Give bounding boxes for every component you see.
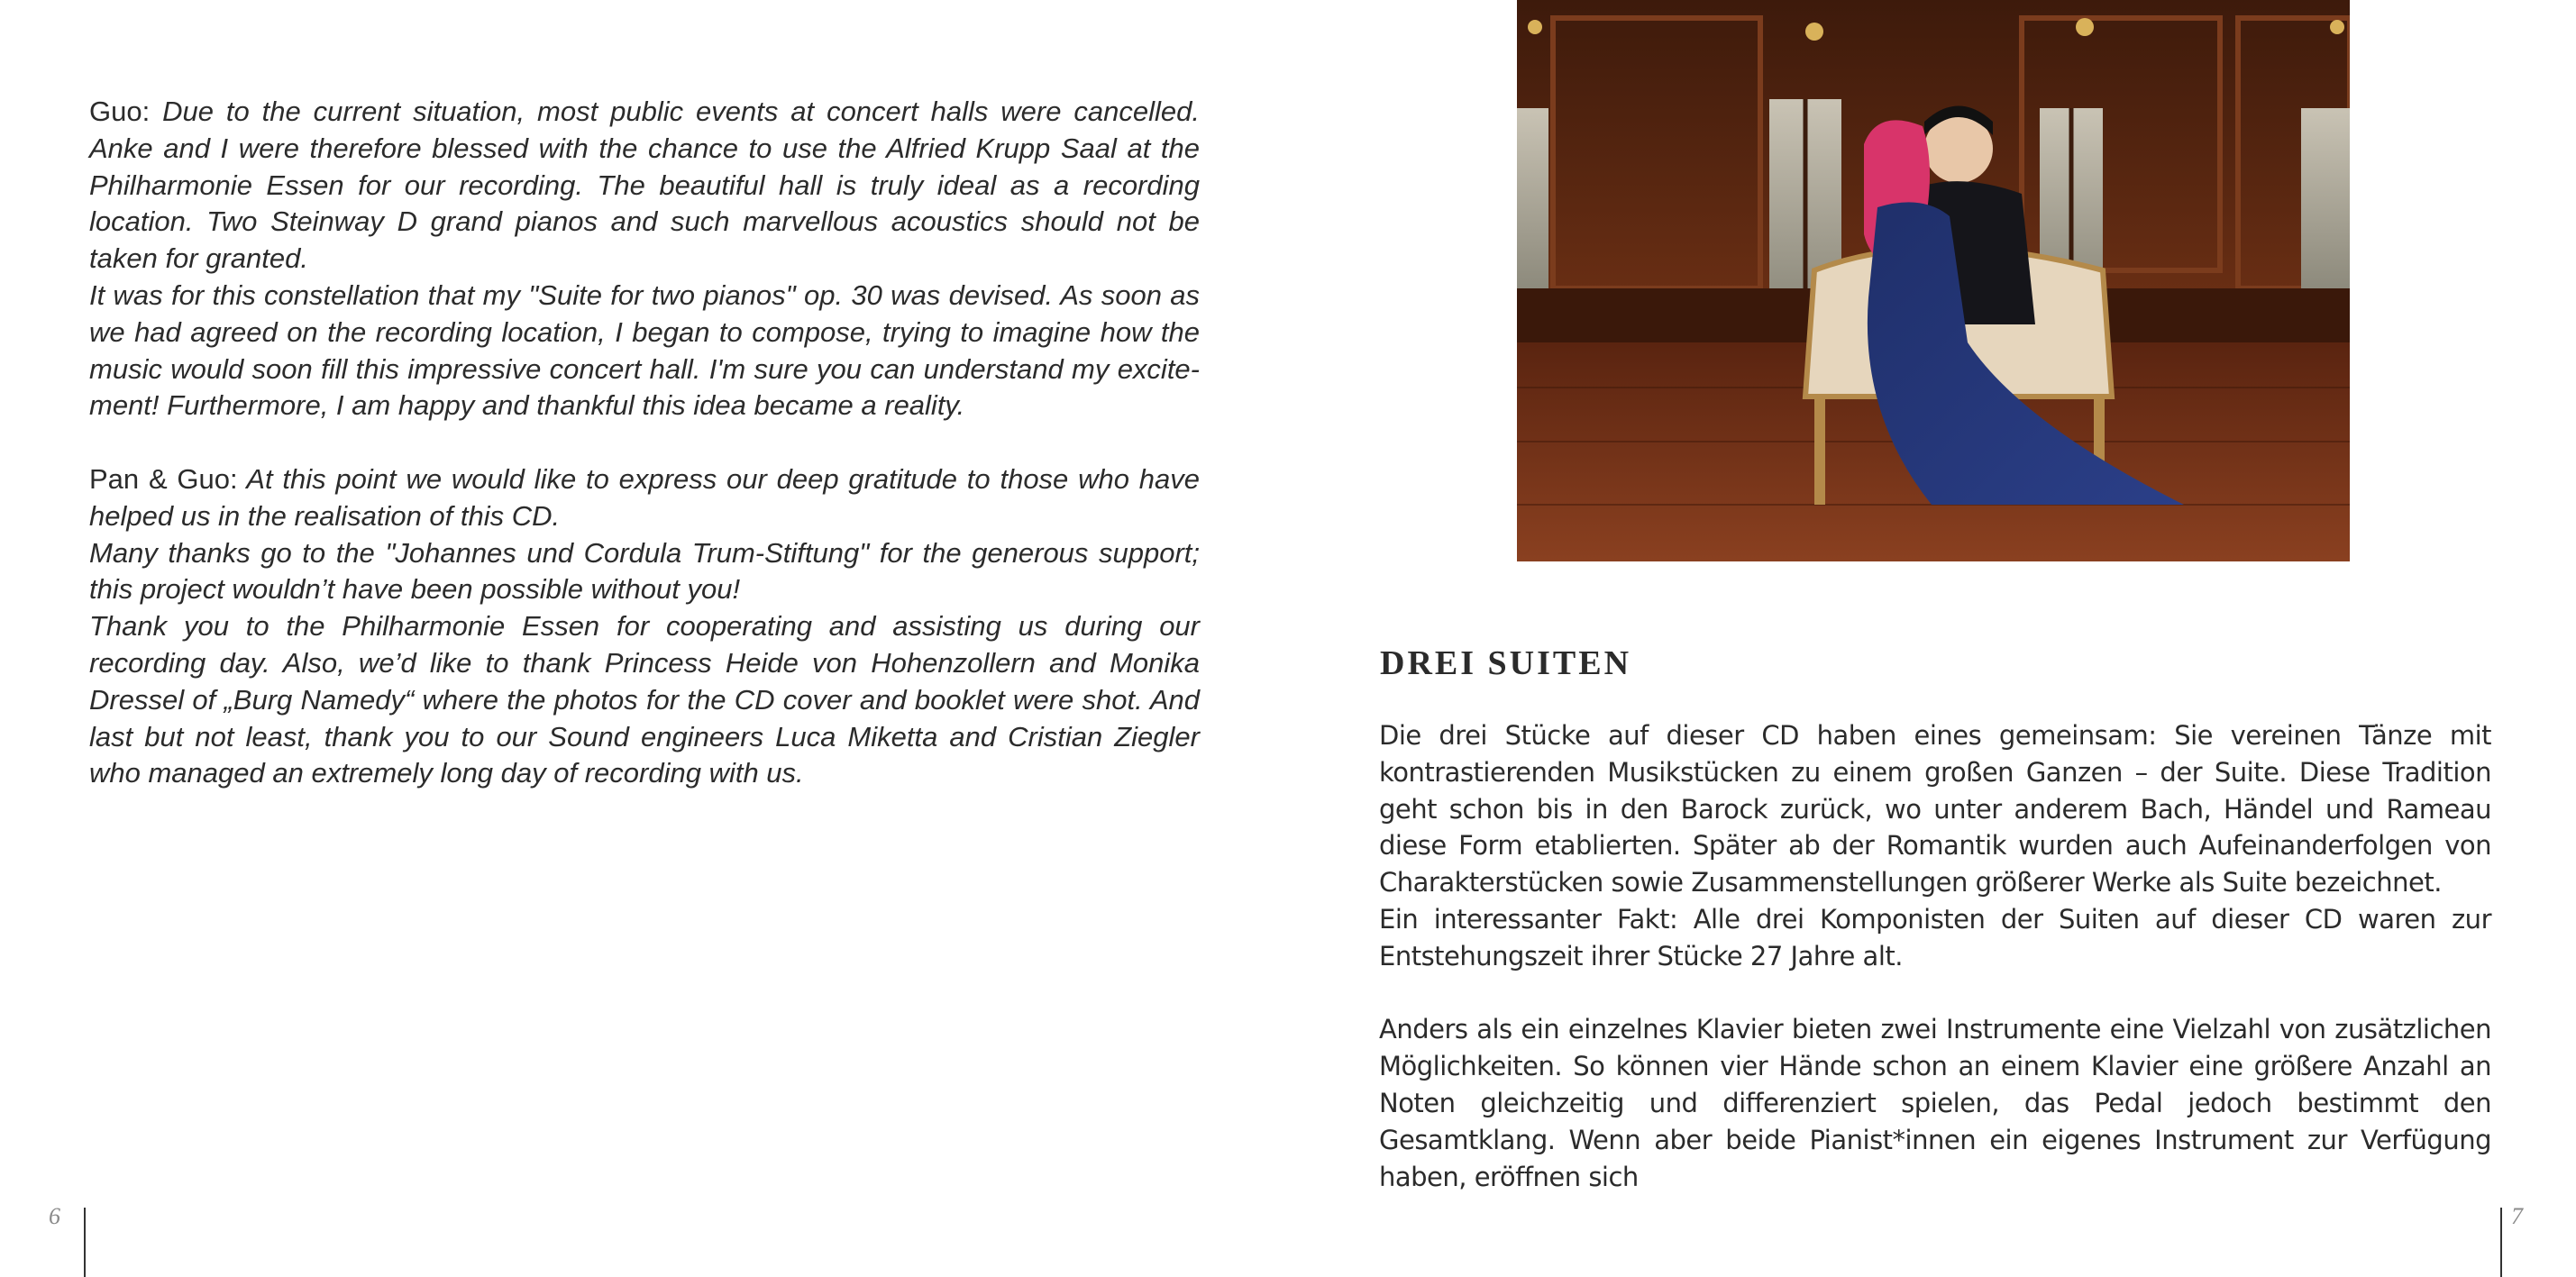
paragraph-two-pianos: Anders als ein einzelnes Klavier bieten zwei Instrumente eine Vielzahl von zusätzlichen Möglichkeiten. So können vier Hände schon an einem Klavier eine größere Anzahl an Noten gleichzeitig und differenziert spielen, das Pedal jedoch bestimmt den Gesamtklang. Wenn aber beide Pianist*innen ein eigenes Instrument zur Verfügung haben, eröffnen sich <box>1379 1014 2491 1192</box>
speaker-label: Guo: <box>89 96 151 127</box>
right-page-text <box>1379 717 2491 1195</box>
paragraph-suite: It was for this constellation that my "Suite for two pianos" op. 30 was devised. As soon as we had agreed on the recording location, I began to compose, trying to imagine how the music would soon fill this impressive concert hall. I'm sure you can understand my excitement! Furthermore, I am happy and thankful this idea became a reality. <box>89 278 1200 422</box>
paragraph-thanks-others: Thank you to the Philharmonie Essen for cooperating and assisting us during our recording day. Also, we’d like to thank Princess Heide von Hohenzollern and Monika Dressel of „Burg Namedy“ where the photos for the CD cover and booklet were shot. And last but not least, thank you to our Sound engineers Luca Miketta and Cristian Ziegler who managed an extremely long day of recording with us. <box>89 610 1200 789</box>
paragraph-spacer <box>89 424 1200 461</box>
paragraph-pan-guo <box>89 461 1200 535</box>
paragraph-guo <box>89 94 1200 278</box>
page-number: 6 <box>49 1203 60 1229</box>
paragraph-suite-intro: Die drei Stücke auf dieser CD haben eines gemeinsam: Sie vereinen Tänze mit kontrastierenden Musikstücken zu einem großen Ganzen – der Suite. Diese Tradition geht schon bis in den Barock zurück, wo unter anderem Bach, Händel und Rameau diese Form etablierten. Später ab der Romantik wurden auch Aufeinanderfolgen von Charakterstücken sowie Zusammenstellungen größerer Werke als Suite bezeichnet. <box>1379 720 2491 898</box>
paragraph-text: Due to the current situation, most public events at concert halls were cancelled. Anke and I were therefore blessed with the chance to use the Alfried Krupp Saal at the Philharmonie Essen for our recording. The beautiful hall is truly ideal as a recording location. Two Steinway D grand pianos and such marvellous acoustics should not be taken for granted. <box>89 96 1200 275</box>
paragraph-fact: Ein interessanter Fakt: Alle drei Komponisten der Suiten auf dieser CD waren zur Entstehungszeit ihrer Stücke 27 Jahre alt. <box>1379 903 2491 971</box>
section-heading: DREI SUITEN <box>1380 644 1632 682</box>
speaker-label: Pan & Guo: <box>89 462 238 495</box>
paragraph-spacer <box>1379 975 2491 1012</box>
margin-rule <box>2500 1208 2502 1277</box>
page-number: 7 <box>2511 1203 2523 1229</box>
paragraph-text: At this point we would like to express our deep gratitude to those who have helped us in the realisation of this CD. <box>89 462 1200 532</box>
photo-duo-in-hall <box>1517 0 2350 561</box>
paragraph-thanks-foundation: Many thanks go to the "Johannes und Cordula Trum-Stiftung" for the generous support; this project wouldn’t have been possible without you! <box>89 536 1200 606</box>
left-page-text <box>89 94 1200 792</box>
photo-illustration <box>1517 0 2350 561</box>
margin-rule <box>84 1208 86 1277</box>
